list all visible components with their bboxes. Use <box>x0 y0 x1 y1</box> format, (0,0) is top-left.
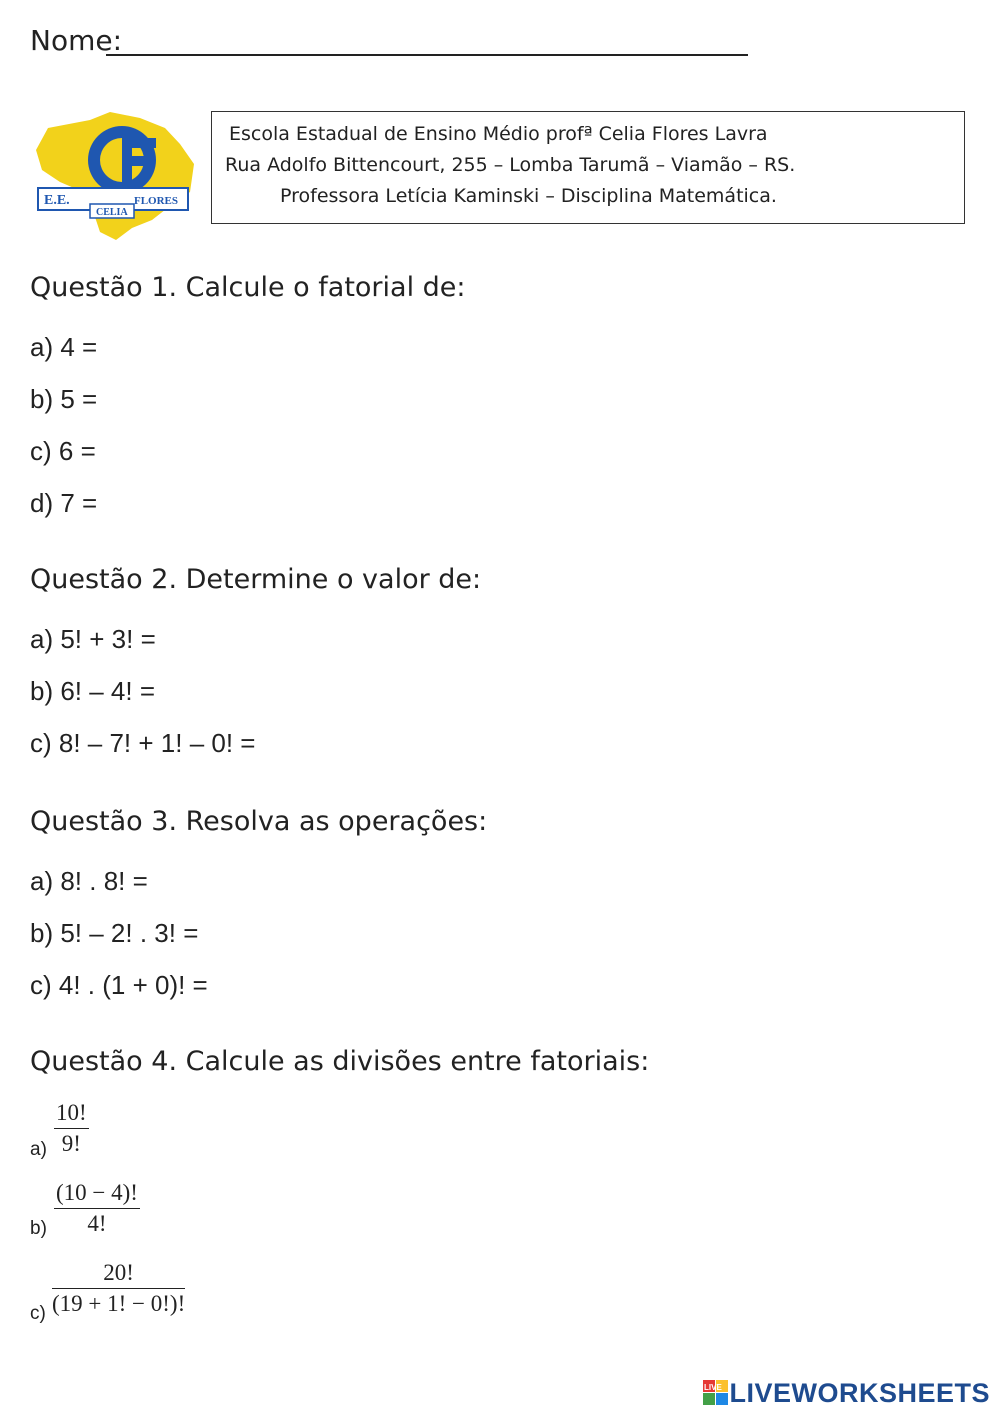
q4-c-denominator: (19 + 1! − 0!)! <box>52 1291 186 1316</box>
q1-item-a: a) 4 = <box>30 332 98 362</box>
liveworksheets-logo <box>703 1378 990 1408</box>
q2-item-a: a) 5! + 3! = <box>30 624 156 654</box>
q3-item-c: c) 4! . (1 + 0)! = <box>30 970 208 1000</box>
q4-label-c: c) <box>30 1303 46 1324</box>
q4-label-a: a) <box>30 1139 47 1160</box>
q2-item-c: c) 8! – 7! + 1! – 0! = <box>30 728 256 758</box>
school-name: Escola Estadual de Ensino Médio profª Celia Flores Lavra <box>229 123 768 145</box>
school-address: Rua Adolfo Bittencourt, 255 – Lomba Tarumã – Viamão – RS. <box>225 154 796 176</box>
question-3-title: Questão 3. Resolva as operações: <box>30 806 488 837</box>
q4-fraction-a <box>54 1100 89 1157</box>
q1-item-d: d) 7 = <box>30 488 98 518</box>
logo-text-right: FLORES <box>134 195 179 207</box>
q1-item-c: c) 6 = <box>30 436 96 466</box>
q4-a-numerator: 10! <box>54 1100 89 1129</box>
q4-a-denominator: 9! <box>61 1131 81 1156</box>
name-label: Nome: <box>30 24 123 57</box>
school-info-box <box>211 111 965 224</box>
school-logo <box>30 108 200 244</box>
question-1-title: Questão 1. Calcule o fatorial de: <box>30 272 466 303</box>
question-4-title: Questão 4. Calcule as divisões entre fatoriais: <box>30 1046 650 1077</box>
question-2-title: Questão 2. Determine o valor de: <box>30 564 482 595</box>
badge-text: LIVE <box>704 1383 723 1392</box>
liveworksheets-text: LIVEWORKSHEETS <box>729 1377 990 1408</box>
liveworksheets-badge-icon <box>703 1380 729 1406</box>
q2-item-b: b) 6! – 4! = <box>30 676 156 706</box>
teacher-discipline: Professora Letícia Kaminski – Disciplina Matemática. <box>280 185 777 207</box>
q4-b-denominator: 4! <box>87 1211 107 1236</box>
q3-item-b: b) 5! – 2! . 3! = <box>30 918 199 948</box>
q1-item-b: b) 5 = <box>30 384 98 414</box>
q4-fraction-b <box>54 1180 140 1237</box>
name-input-line[interactable] <box>106 54 748 56</box>
q3-item-a: a) 8! . 8! = <box>30 866 148 896</box>
logo-text-left: E.E. <box>44 193 70 208</box>
q4-fraction-c <box>52 1260 185 1317</box>
q4-label-b: b) <box>30 1218 47 1239</box>
logo-text-ribbon: CELIA <box>96 207 128 218</box>
q4-b-numerator: (10 − 4)! <box>54 1180 140 1209</box>
q4-c-numerator: 20! <box>52 1260 185 1289</box>
